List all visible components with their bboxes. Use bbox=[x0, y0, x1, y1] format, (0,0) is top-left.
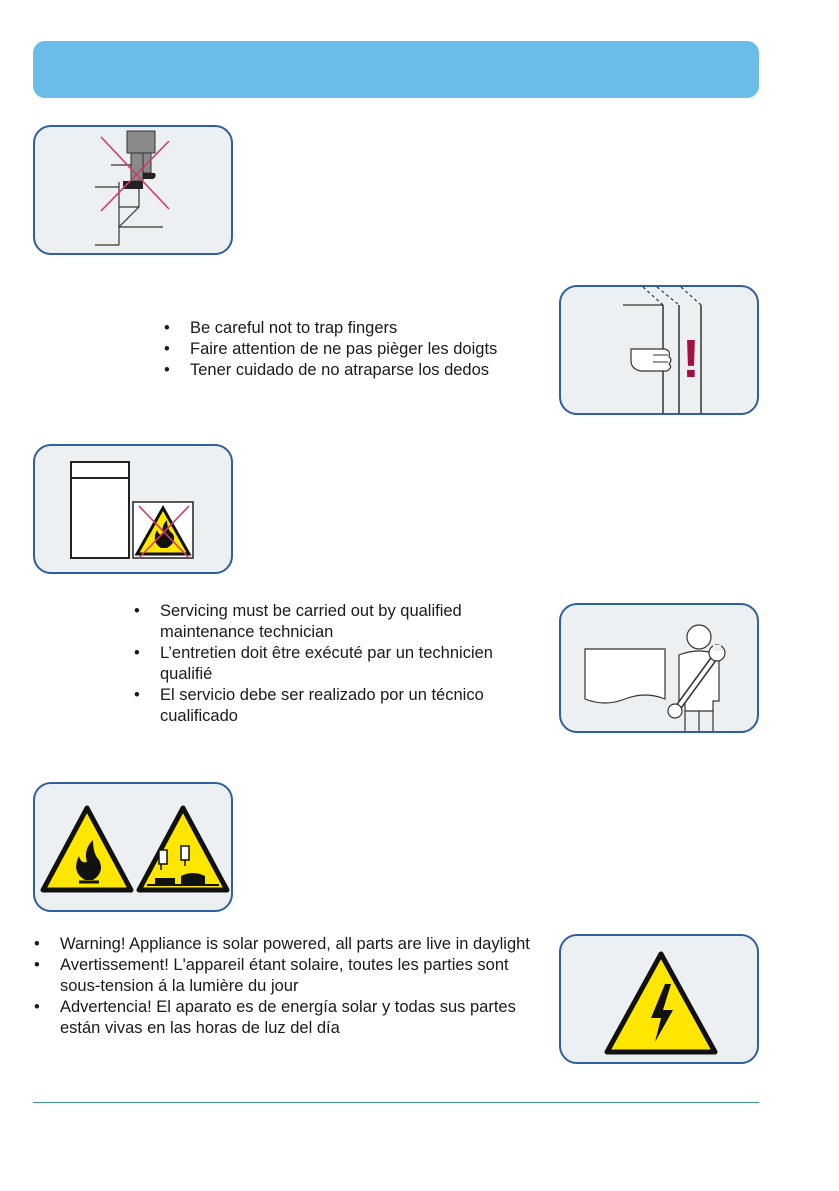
no-climbing-panel bbox=[33, 125, 233, 255]
list-item: • Avertissement! L'appareil étant solaire, toutes les parties sont sous-tension á la lumière du jour bbox=[30, 955, 530, 997]
list-item: • Faire attention de ne pas pièger les doigts bbox=[160, 339, 540, 360]
flammable-corrosive-warning-icon bbox=[35, 784, 233, 912]
finger-trap-panel bbox=[559, 285, 759, 415]
list-item: • Servicing must be carried out by qualified maintenance technician bbox=[130, 601, 540, 643]
list-item: • El servicio debe ser realizado por un técnico cualificado bbox=[130, 685, 540, 727]
finger-trap-warning-icon bbox=[561, 287, 759, 415]
flammable-corrosive-panel bbox=[33, 782, 233, 912]
electric-shock-panel bbox=[559, 934, 759, 1064]
list-item: • Advertencia! El aparato es de energía solar y todas sus partes están vivas en las horas de luz del día bbox=[30, 997, 530, 1039]
footer-rule bbox=[33, 1102, 759, 1103]
list-item: • L’entretien doit être exécuté par un technicien qualifié bbox=[130, 643, 540, 685]
list-item: • Tener cuidado de no atraparse los dedos bbox=[160, 360, 540, 381]
finger-trap-warning-list bbox=[160, 318, 540, 381]
no-climbing-icon bbox=[35, 127, 233, 255]
solar-power-warning-list bbox=[30, 934, 530, 1039]
svg-text:!: ! bbox=[682, 329, 700, 389]
header-bar bbox=[33, 41, 759, 98]
electric-shock-warning-icon bbox=[561, 936, 759, 1064]
servicing-warning-list bbox=[130, 601, 540, 727]
no-flammables-near-appliance-icon bbox=[35, 446, 233, 574]
no-flammables-panel bbox=[33, 444, 233, 574]
qualified-technician-icon bbox=[561, 605, 759, 733]
list-item: • Warning! Appliance is solar powered, all parts are live in daylight bbox=[30, 934, 530, 955]
technician-panel bbox=[559, 603, 759, 733]
list-item: • Be careful not to trap fingers bbox=[160, 318, 540, 339]
